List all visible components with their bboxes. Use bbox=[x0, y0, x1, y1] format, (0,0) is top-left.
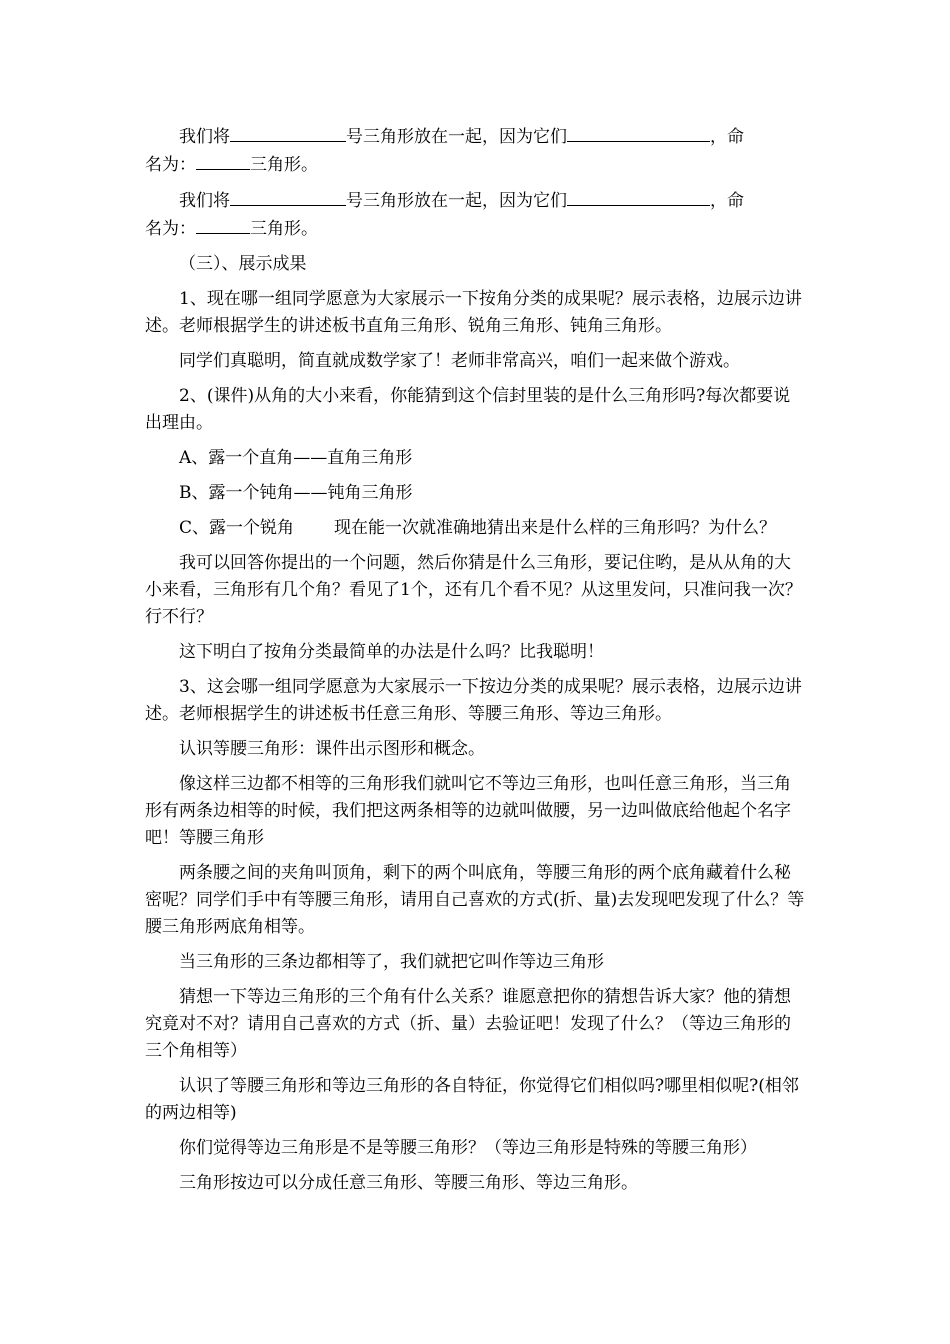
paragraph-10: 当三角形的三条边都相等了，我们就把它叫作等边三角形 bbox=[179, 952, 604, 972]
option-c-text: 现在能一次就准确地猜出来是什么样的三角形吗？为什么？ bbox=[334, 518, 777, 538]
option-c-label: C、露一个锐角 bbox=[179, 518, 295, 538]
group-line-2-e: 三角形。 bbox=[250, 219, 318, 239]
group-line-1 bbox=[145, 123, 807, 179]
group-line-1-row bbox=[145, 123, 807, 151]
group-line-2 bbox=[145, 187, 807, 243]
blank-reason bbox=[567, 123, 710, 142]
group-line-2-b: 号三角形放在一起，因为它们 bbox=[346, 191, 567, 211]
blank-name bbox=[196, 151, 250, 170]
group-line-2-c: ，命 bbox=[710, 191, 744, 211]
paragraph-9: 两条腰之间的夹角叫顶角，剩下的两个叫底角，等腰三角形的两个底角藏着什么秘密呢？同学们手中有等腰三角形，请用自己喜欢的方式(折、量)去发现吧发现了什么？等腰三角形两底角相等。 bbox=[145, 863, 805, 937]
paragraph-13: 你们觉得等边三角形是不是等腰三角形？（等边三角形是特殊的等腰三角形） bbox=[179, 1138, 757, 1158]
paragraph-4: 我可以回答你提出的一个问题，然后你猜是什么三角形，要记住哟，是从从角的大小来看，三角形有几个角？看见了1个，还有几个看不见？从这里发问，只准问我一次？行不行？ bbox=[145, 553, 802, 627]
group-line-2-row bbox=[145, 187, 807, 215]
paragraph-5: 这下明白了按角分类最简单的办法是什么吗？比我聪明！ bbox=[179, 642, 604, 662]
blank-numbers bbox=[230, 123, 346, 142]
paragraph-1: 1、现在哪一组同学愿意为大家展示一下按角分类的成果呢？展示表格，边展示边讲述。老师根据学生的讲述板书直角三角形、锐角三角形、钝角三角形。 bbox=[145, 289, 802, 336]
group-line-1-d: 名为： bbox=[145, 155, 196, 175]
blank-reason bbox=[567, 187, 710, 206]
paragraph-11: 猜想一下等边三角形的三个角有什么关系？谁愿意把你的猜想告诉大家？他的猜想究竟对不对？请用自己喜欢的方式（折、量）去验证吧！发现了什么？（等边三角形的三个角相等） bbox=[145, 987, 791, 1061]
paragraph-7: 认识等腰三角形：课件出示图形和概念。 bbox=[179, 739, 485, 759]
blank-name bbox=[196, 215, 250, 234]
group-line-1-b: 号三角形放在一起，因为它们 bbox=[346, 127, 567, 147]
paragraph-12: 认识了等腰三角形和等边三角形的各自特征，你觉得它们相似吗?哪里相似呢?(相邻的两边相等) bbox=[145, 1076, 799, 1123]
option-a: A、露一个直角——直角三角形 bbox=[179, 448, 413, 468]
group-line-1-row2 bbox=[145, 151, 807, 179]
paragraph-8: 像这样三边都不相等的三角形我们就叫它不等边三角形，也叫任意三角形，当三角形有两条边相等的时候，我们把这两条相等的边就叫做腰，另一边叫做底给他起个名字吧！等腰三角形 bbox=[145, 774, 791, 848]
option-c bbox=[145, 515, 807, 542]
group-line-2-d: 名为： bbox=[145, 219, 196, 239]
group-line-1-e: 三角形。 bbox=[250, 155, 318, 175]
paragraph-14: 三角形按边可以分成任意三角形、等腰三角形、等边三角形。 bbox=[179, 1173, 638, 1193]
group-line-1-a: 我们将 bbox=[179, 127, 230, 147]
option-b: B、露一个钝角——钝角三角形 bbox=[179, 483, 413, 503]
document-page bbox=[145, 123, 807, 1205]
paragraph-3: 2、(课件)从角的大小来看，你能猜到这个信封里装的是什么三角形吗?每次都要说出理由。 bbox=[145, 386, 791, 433]
group-line-1-c: ，命 bbox=[710, 127, 744, 147]
paragraph-6: 3、这会哪一组同学愿意为大家展示一下按边分类的成果呢？展示表格，边展示边讲述。老师根据学生的讲述板书任意三角形、等腰三角形、等边三角形。 bbox=[145, 677, 802, 724]
group-line-2-row2 bbox=[145, 215, 807, 243]
blank-numbers bbox=[230, 187, 346, 206]
section-heading: （三）、展示成果 bbox=[179, 254, 307, 274]
group-line-2-a: 我们将 bbox=[179, 191, 230, 211]
paragraph-2: 同学们真聪明，简直就成数学家了！老师非常高兴，咱们一起来做个游戏。 bbox=[179, 351, 740, 371]
